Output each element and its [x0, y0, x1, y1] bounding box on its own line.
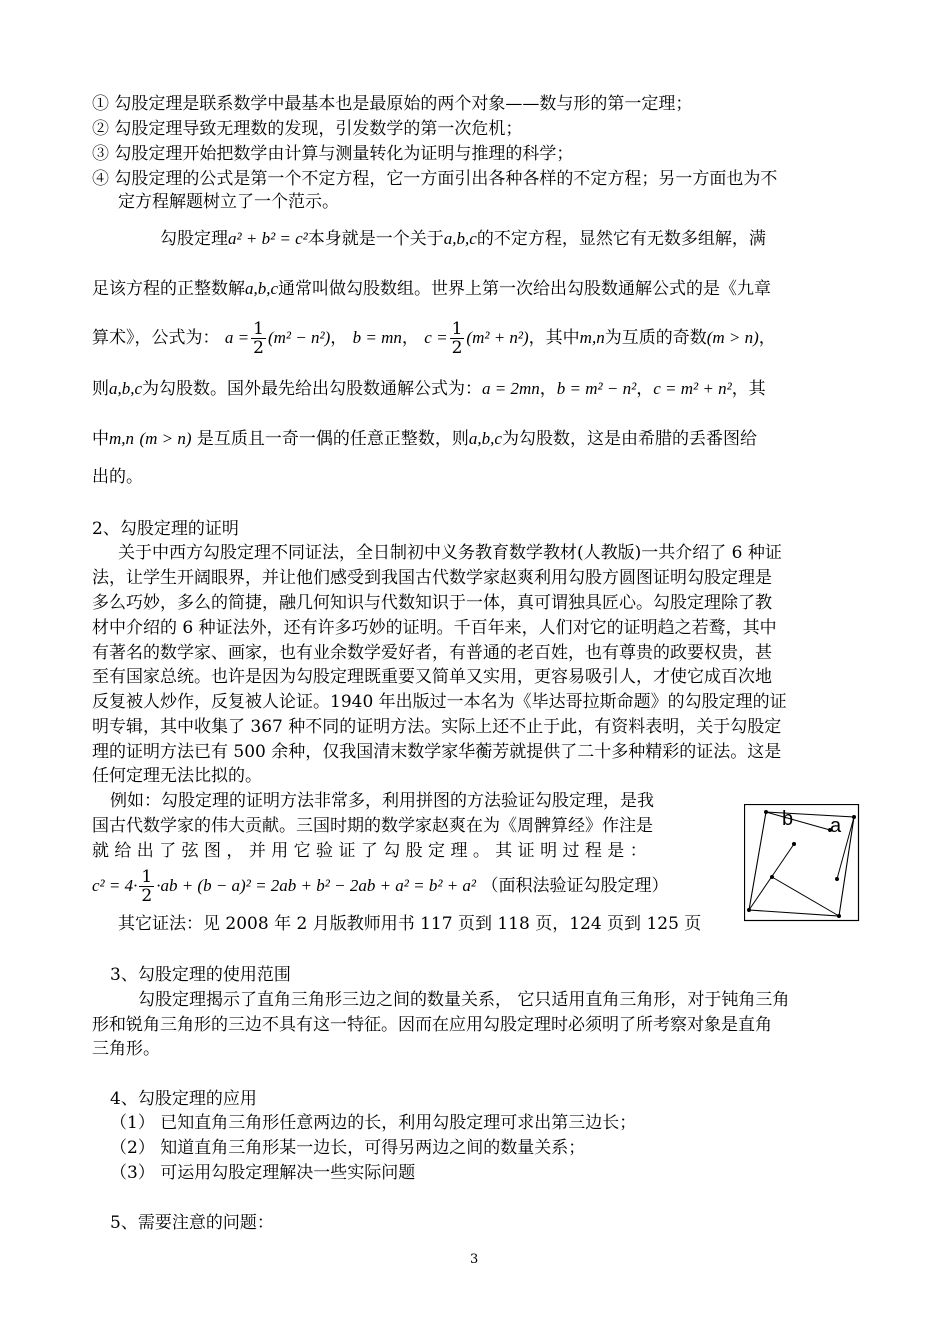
list-item-1: ① 勾股定理是联系数学中最基本也是最原始的两个对象——数与形的第一定理； — [92, 94, 693, 114]
section4-item: （1） 已知直角三角形任意两边的长，利用勾股定理可求出第三边长； — [110, 1113, 637, 1133]
fraction-half: $\frac{1}{2}$ — [451, 319, 463, 358]
section5-title: 5、需要注意的问题： — [110, 1213, 274, 1233]
fraction-half: $\frac{1}{2}$ — [253, 319, 264, 358]
label-a: a — [830, 815, 842, 837]
section2-line: 任何定理无法比拟的。 — [92, 766, 262, 786]
section4-item: （2） 知道直角三角形某一边长，可得另两边之间的数量关系； — [110, 1138, 586, 1158]
list-item-4: ④ 勾股定理的公式是第一个不定方程，它一方面引出各种各样的不定方程；另一方面也为不 — [92, 169, 778, 189]
section4-title: 4、勾股定理的应用 — [110, 1089, 257, 1109]
fraction-half: $\frac{1}{2}$ — [141, 867, 153, 906]
para1-line2: 足该方程的正整数解a,b,c通常叫做勾股数组。世界上第一次给出勾股数通解公式的是《九章 — [92, 279, 772, 299]
page-number: 3 — [470, 1252, 479, 1267]
para1-line1: 勾股定理a² + b² = c²本身就是一个关于a,b,c的不定方程，显然它有无数多组解，满 — [160, 229, 766, 249]
example-line: 国古代数学家的伟大贡献。三国时期的数学家赵爽在为《周髀算经》作注是 — [92, 816, 653, 836]
section3-line: 勾股定理揭示了直角三角形三边之间的数量关系， 它只适用直角三角形，对于钝角三角 — [138, 990, 790, 1010]
section2-line: 关于中西方勾股定理不同证法，全日制初中义务教育数学教材(人教版)一共介绍了 6 种证 — [118, 543, 782, 563]
hypotenuse-diagram — [744, 804, 860, 922]
section2-line: 明专辑，其中收集了 367 种不同的证明方法。实际上还不止于此，有资料表明，关于勾股定 — [92, 717, 782, 737]
section3-line: 三角形。 — [92, 1039, 160, 1059]
example-line: 就 给 出 了 弦 图 ， 并 用 它 验 证 了 勾 股 定 理 。 其 证 明 过 程 是 ： — [92, 841, 647, 861]
section2-line: 理的证明方法已有 500 余种，仅我国清末数学家华蘅芳就提供了二十多种精彩的证法。这是 — [92, 742, 782, 762]
section3-line: 形和锐角三角形的三边不具有这一特征。因而在应用勾股定理时必须明了所考察对象是直角 — [92, 1015, 772, 1035]
section4-item: （3） 可运用勾股定理解决一些实际问题 — [110, 1163, 416, 1183]
para1-line3-formula: 算术》，公式为： a = $\frac{1}{2}$ (m² − n²)， b = mn， c = $\frac{1}{2}$ (m² + n²)，其中m,n为互质的奇数(m > n)， — [92, 319, 776, 358]
proof-formula: c² = 4· $\frac{1}{2}$ ·ab + (b − a)² = 2ab + b² − 2ab + a² = b² + a² （面积法验证勾股定理） — [92, 867, 669, 906]
example-line: 例如：勾股定理的证明方法非常多，利用拼图的方法验证勾股定理，是我 — [110, 791, 654, 811]
section2-line: 材中介绍的 6 种证法外，还有许多巧妙的证明。千百年来，人们对它的证明趋之若鹜，其中 — [92, 618, 777, 638]
section2-line: 多么巧妙，多么的简捷，融几何知识与代数知识于一体，真可谓独具匠心。勾股定理除了教 — [92, 593, 772, 613]
para1-line5: 中m,n (m > n) 是互质且一奇一偶的任意正整数，则a,b,c为勾股数，这是由希腊的丢番图给 — [92, 429, 757, 449]
list-item-3: ③ 勾股定理开始把数学由计算与测量转化为证明与推理的科学； — [92, 144, 574, 164]
section2-title: 2、勾股定理的证明 — [92, 519, 239, 539]
para1-line6: 出的。 — [92, 467, 143, 487]
para1-line4: 则a,b,c为勾股数。国外最先给出勾股数通解公式为：a = 2mn，b = m² − n²，c = m² + n²，其 — [92, 379, 766, 399]
section2-line: 反复被人炒作，反复被人论证。1940 年出版过一本名为《毕达哥拉斯命题》的勾股定理的证 — [92, 692, 787, 712]
section2-line: 至有国家总统。也许是因为勾股定理既重要又简单又实用，更容易吸引人，才使它成百次地 — [92, 667, 772, 687]
list-item-2: ② 勾股定理导致无理数的发现，引发数学的第一次危机； — [92, 119, 523, 139]
list-item-4-cont: 定方程解题树立了一个范示。 — [118, 192, 339, 212]
section3-title: 3、勾股定理的使用范围 — [110, 965, 291, 985]
section2-line: 法，让学生开阔眼界，并让他们感受到我国古代数学家赵爽利用勾股方圆图证明勾股定理是 — [92, 568, 772, 588]
label-b: b — [782, 808, 794, 830]
section2-line: 有著名的数学家、画家，也有业余数学爱好者，有普通的老百姓，也有尊贵的政要权贵，甚 — [92, 643, 772, 663]
other-proofs: 其它证法：见 2008 年 2 月版教师用书 117 页到 118 页，124 页到 125 页 — [118, 914, 702, 934]
